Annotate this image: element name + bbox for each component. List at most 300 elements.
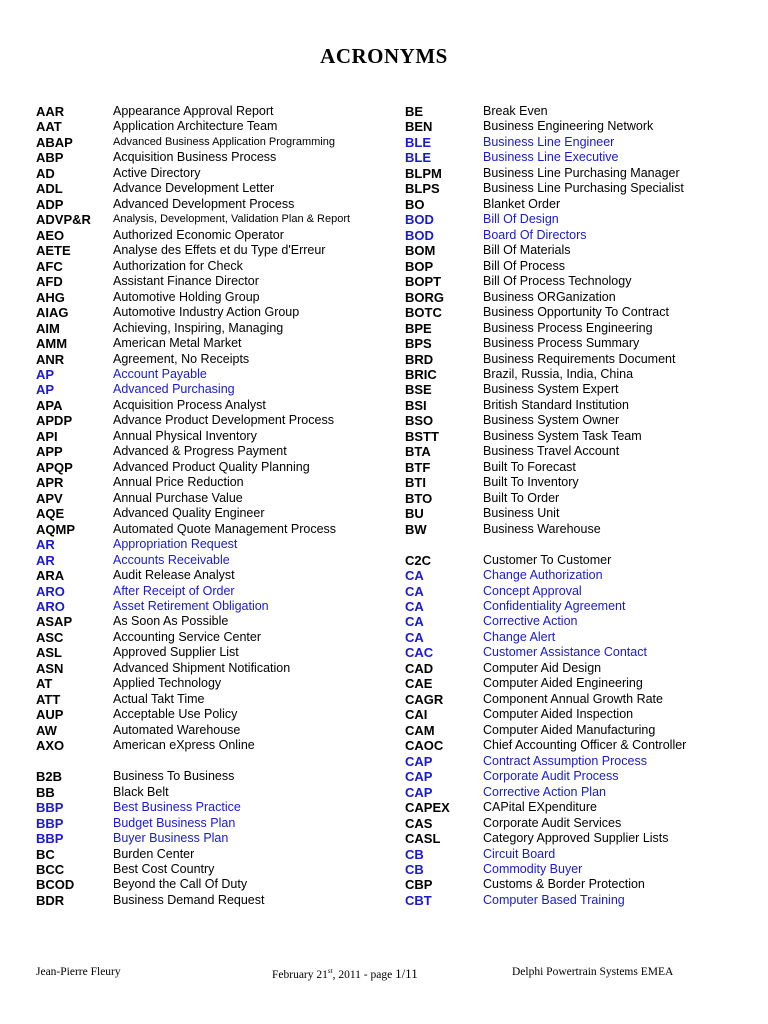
acronym-definition: Bill Of Process <box>483 258 565 273</box>
acronym-definition: Business Opportunity To Contract <box>483 305 669 320</box>
acronym-row <box>405 877 686 892</box>
acronym-row <box>36 135 350 150</box>
acronym-abbreviation: BTI <box>405 475 426 491</box>
acronym-definition: Change Alert <box>483 629 556 644</box>
acronym-definition: Automotive Industry Action Group <box>113 305 300 320</box>
acronym-abbreviation: AEO <box>36 227 65 243</box>
acronym-abbreviation: CBT <box>405 892 432 908</box>
acronym-row <box>405 785 686 800</box>
acronym-row <box>405 506 686 521</box>
acronym-row <box>405 413 686 428</box>
acronym-abbreviation: BC <box>36 846 55 862</box>
acronym-row <box>36 367 350 382</box>
acronym-abbreviation: ANR <box>36 351 65 367</box>
acronym-row <box>405 119 686 134</box>
acronym-abbreviation: ABAP <box>36 134 73 150</box>
acronym-definition: Best Business Practice <box>113 800 241 815</box>
acronym-abbreviation: AD <box>36 165 55 181</box>
acronym-abbreviation: AETE <box>36 243 71 259</box>
acronym-definition: Built To Order <box>483 490 560 505</box>
acronym-abbreviation: CAM <box>405 722 435 738</box>
acronym-abbreviation: ARA <box>36 568 65 584</box>
acronym-abbreviation: BTA <box>405 444 431 460</box>
acronym-row <box>405 228 686 243</box>
acronym-abbreviation: CA <box>405 629 424 645</box>
acronym-definition: Application Architecture Team <box>113 119 278 134</box>
acronym-row <box>36 228 350 243</box>
acronym-definition: Advanced Quality Engineer <box>113 506 265 521</box>
acronym-definition: Computer Based Training <box>483 892 625 907</box>
acronym-abbreviation: AIM <box>36 320 60 336</box>
acronym-abbreviation: APR <box>36 475 64 491</box>
acronym-definition: Automated Warehouse <box>113 722 241 737</box>
acronym-abbreviation: BPE <box>405 320 432 336</box>
acronym-definition: American eXpress Online <box>113 738 255 753</box>
acronym-row <box>36 506 350 521</box>
acronym-definition: Buyer Business Plan <box>113 831 229 846</box>
acronym-row <box>36 816 350 831</box>
acronym-row <box>36 321 350 336</box>
acronym-row <box>36 305 350 320</box>
acronym-row <box>405 259 686 274</box>
acronym-abbreviation: CAP <box>405 784 433 800</box>
acronym-abbreviation: CA <box>405 583 424 599</box>
acronym-row <box>405 290 686 305</box>
acronym-row <box>36 769 350 784</box>
acronym-abbreviation: CAI <box>405 707 428 723</box>
acronym-abbreviation: BOM <box>405 243 436 259</box>
acronym-abbreviation: CA <box>405 599 424 614</box>
acronym-definition: Break Even <box>483 104 548 118</box>
acronym-abbreviation: APQP <box>36 459 73 475</box>
acronym-definition: Annual Purchase Value <box>113 490 243 505</box>
acronym-row <box>36 785 350 800</box>
acronym-row <box>36 290 350 305</box>
acronym-definition: Business Line Purchasing Manager <box>483 165 680 180</box>
acronym-row <box>36 243 350 258</box>
acronym-definition: Beyond the Call Of Duty <box>113 877 248 892</box>
acronym-row <box>405 723 686 738</box>
acronym-definition: Black Belt <box>113 784 169 799</box>
footer-author: Jean-Pierre Fleury <box>36 966 121 978</box>
acronym-abbreviation: BOD <box>405 227 434 243</box>
acronym-abbreviation: BLE <box>405 150 431 166</box>
footer-date-suffix: st <box>327 967 333 976</box>
acronym-definition: Business Line Engineer <box>483 134 615 149</box>
acronym-definition: Business Process Engineering <box>483 320 653 335</box>
acronym-abbreviation: APA <box>36 397 63 413</box>
acronym-row <box>36 862 350 877</box>
acronym-abbreviation: BOD <box>405 212 434 228</box>
footer-page-number: 1/11 <box>395 966 418 981</box>
acronym-definition: Business System Task Team <box>483 428 642 443</box>
acronym-row <box>36 661 350 676</box>
acronym-definition: Business Warehouse <box>483 521 601 536</box>
acronym-row <box>36 212 350 227</box>
acronym-abbreviation: ARO <box>36 583 65 599</box>
acronym-definition: Advanced Purchasing <box>113 382 235 397</box>
acronym-definition: Business Engineering Network <box>483 119 654 134</box>
acronym-row <box>405 800 686 815</box>
acronym-definition: Best Cost Country <box>113 861 215 876</box>
acronym-definition: Approved Supplier List <box>113 645 239 660</box>
acronym-abbreviation: BLE <box>405 134 431 150</box>
acronym-abbreviation: ASC <box>36 629 64 645</box>
acronym-row <box>36 676 350 691</box>
acronym-abbreviation: CAC <box>405 645 434 661</box>
acronym-definition: Analyse des Effets et du Type d'Erreur <box>113 243 326 258</box>
acronym-abbreviation: APV <box>36 490 63 506</box>
acronym-abbreviation: CASL <box>405 831 441 847</box>
acronym-row <box>36 877 350 892</box>
acronym-abbreviation: BPS <box>405 336 432 352</box>
acronym-row <box>36 119 350 134</box>
acronym-definition: CAPital EXpenditure <box>483 800 597 815</box>
acronym-definition: Accounts Receivable <box>113 552 230 567</box>
acronym-abbreviation: BLPS <box>405 181 440 197</box>
acronym-abbreviation: CA <box>405 568 424 584</box>
acronym-definition: Automated Quote Management Process <box>113 521 337 536</box>
acronym-abbreviation: CAPEX <box>405 800 450 816</box>
acronym-abbreviation: AR <box>36 537 55 553</box>
acronym-row <box>405 816 686 831</box>
acronym-abbreviation: BO <box>405 196 425 212</box>
acronym-row <box>36 104 350 119</box>
acronym-row <box>36 568 350 583</box>
acronym-definition: Advanced Development Process <box>113 196 295 211</box>
acronym-abbreviation: ATT <box>36 691 61 707</box>
acronym-abbreviation: ABP <box>36 150 64 166</box>
acronym-abbreviation: ARO <box>36 599 65 614</box>
acronym-definition: Appropriation Request <box>113 537 238 552</box>
acronym-abbreviation: AFC <box>36 258 63 274</box>
acronym-definition: Corporate Audit Process <box>483 769 619 784</box>
acronym-abbreviation: BTO <box>405 490 433 506</box>
acronym-definition: Audit Release Analyst <box>113 568 235 583</box>
acronym-abbreviation: CBP <box>405 877 433 893</box>
acronym-definition: Change Authorization <box>483 568 603 583</box>
acronym-row <box>405 212 686 227</box>
acronym-definition: Brazil, Russia, India, China <box>483 366 634 381</box>
acronym-row <box>405 769 686 784</box>
acronym-row <box>405 243 686 258</box>
acronym-abbreviation: BSE <box>405 382 432 398</box>
acronym-abbreviation: API <box>36 428 58 444</box>
acronym-abbreviation: AAT <box>36 119 62 135</box>
acronym-definition: Customs & Border Protection <box>483 877 645 892</box>
acronym-definition: Automotive Holding Group <box>113 289 260 304</box>
acronym-abbreviation: ADVP&R <box>36 212 91 228</box>
acronym-row <box>405 197 686 212</box>
acronym-abbreviation: AIAG <box>36 305 69 321</box>
acronym-abbreviation: BDR <box>36 892 65 908</box>
acronym-definition: Burden Center <box>113 846 195 861</box>
acronym-abbreviation: BLPM <box>405 165 442 181</box>
footer-year-page: , 2011 - page <box>332 969 396 981</box>
acronym-definition: Assistant Finance Director <box>113 274 259 289</box>
acronym-definition: Achieving, Inspiring, Managing <box>113 320 284 335</box>
acronym-abbreviation: CAP <box>405 769 433 785</box>
acronym-definition: Computer Aided Manufacturing <box>483 722 656 737</box>
acronym-row <box>405 398 686 413</box>
acronym-abbreviation: B2B <box>36 769 63 785</box>
acronym-row <box>405 321 686 336</box>
acronym-abbreviation: ADL <box>36 181 63 197</box>
acronym-definition: Customer Assistance Contact <box>483 645 647 660</box>
acronym-row <box>405 630 686 645</box>
page-title: ACRONYMS <box>320 44 448 68</box>
acronym-abbreviation: AP <box>36 382 55 398</box>
acronym-definition: American Metal Market <box>113 336 242 351</box>
acronym-definition: Category Approved Supplier Lists <box>483 831 669 846</box>
acronym-row <box>36 723 350 738</box>
acronym-definition: Bill Of Materials <box>483 243 571 258</box>
acronym-abbreviation: ASL <box>36 645 62 661</box>
acronym-row <box>405 738 686 753</box>
acronym-row <box>36 553 350 568</box>
acronym-abbreviation: BORG <box>405 289 444 305</box>
acronym-row <box>36 429 350 444</box>
acronym-row <box>405 847 686 862</box>
acronym-abbreviation: BOPT <box>405 274 442 290</box>
acronym-abbreviation: CAS <box>405 815 433 831</box>
acronym-row <box>36 259 350 274</box>
acronym-definition: Analysis, Development, Validation Plan & Report <box>113 213 351 226</box>
acronym-abbreviation: BOTC <box>405 305 442 321</box>
acronym-abbreviation: CAD <box>405 660 434 676</box>
acronym-row <box>405 166 686 181</box>
acronym-definition: Confidentiality Agreement <box>483 599 626 613</box>
acronym-definition: Applied Technology <box>113 676 222 691</box>
acronym-definition: Business Line Purchasing Specialist <box>483 181 684 196</box>
acronym-column-left <box>36 104 350 908</box>
acronym-abbreviation: BRD <box>405 351 434 367</box>
acronym-row <box>36 398 350 413</box>
acronym-definition: After Receipt of Order <box>113 583 235 598</box>
acronym-definition: Chief Accounting Officer & Controller <box>483 738 687 753</box>
acronym-definition: Corrective Action Plan <box>483 784 606 799</box>
acronym-abbreviation: AAR <box>36 104 65 119</box>
acronym-abbreviation: CAE <box>405 676 433 692</box>
acronym-abbreviation: AFD <box>36 274 63 290</box>
acronym-definition: Built To Inventory <box>483 475 579 490</box>
acronym-definition: Circuit Board <box>483 846 556 861</box>
acronym-abbreviation: AQMP <box>36 521 75 537</box>
acronym-definition: Business Unit <box>483 506 560 521</box>
acronym-abbreviation: BSO <box>405 413 434 429</box>
acronym-row <box>36 197 350 212</box>
acronym-row <box>36 413 350 428</box>
acronym-abbreviation: CA <box>405 614 424 630</box>
acronym-abbreviation: ADP <box>36 196 64 212</box>
acronym-row <box>36 831 350 846</box>
acronym-row <box>405 429 686 444</box>
acronym-definition: Business Requirements Document <box>483 351 676 366</box>
acronym-abbreviation: BEN <box>405 119 433 135</box>
acronym-definition: Acceptable Use Policy <box>113 707 238 722</box>
acronym-row <box>36 150 350 165</box>
acronym-row <box>405 135 686 150</box>
acronym-definition: Business System Expert <box>483 382 619 397</box>
acronym-row <box>405 676 686 691</box>
acronym-row <box>36 599 350 614</box>
acronym-definition: Business Line Executive <box>483 150 619 165</box>
acronym-definition: Authorized Economic Operator <box>113 227 284 242</box>
acronym-abbreviation: AHG <box>36 289 65 305</box>
acronym-row <box>36 460 350 475</box>
acronym-row <box>36 537 350 552</box>
acronym-definition: Account Payable <box>113 366 207 381</box>
acronym-abbreviation: BU <box>405 506 424 522</box>
acronym-row <box>36 645 350 660</box>
acronym-row <box>405 150 686 165</box>
acronym-row <box>36 444 350 459</box>
acronym-definition: Business Travel Account <box>483 444 620 459</box>
acronym-row <box>405 707 686 722</box>
acronym-abbreviation: CAOC <box>405 738 444 754</box>
acronym-definition: Business To Business <box>113 769 235 784</box>
acronym-definition: Built To Forecast <box>483 459 576 474</box>
acronym-row <box>36 614 350 629</box>
acronym-abbreviation: APDP <box>36 413 73 429</box>
acronym-definition: Actual Takt Time <box>113 691 205 706</box>
acronym-row <box>405 491 686 506</box>
acronym-abbreviation: AUP <box>36 707 64 723</box>
acronym-abbreviation: BBP <box>36 800 64 816</box>
acronym-definition: Corporate Audit Services <box>483 815 622 830</box>
acronym-row <box>36 491 350 506</box>
acronym-abbreviation: AP <box>36 366 55 382</box>
acronym-definition: Computer Aided Engineering <box>483 676 643 691</box>
acronym-definition: Bill Of Design <box>483 212 559 227</box>
acronym-row <box>36 274 350 289</box>
acronym-row <box>405 104 686 119</box>
acronym-definition: Advanced & Progress Payment <box>113 444 287 459</box>
acronym-definition: Concept Approval <box>483 583 582 598</box>
acronym-abbreviation: CAP <box>405 753 433 769</box>
acronym-row <box>36 522 350 537</box>
acronym-abbreviation: BSI <box>405 397 427 413</box>
acronym-row <box>36 181 350 196</box>
footer-company: Delphi Powertrain Systems EMEA <box>512 966 674 978</box>
acronym-row <box>405 522 686 537</box>
acronym-definition: Component Annual Growth Rate <box>483 691 663 706</box>
acronym-definition: Corrective Action <box>483 614 578 629</box>
acronym-row <box>405 553 686 568</box>
acronym-definition: Commodity Buyer <box>483 861 583 876</box>
acronym-row <box>405 444 686 459</box>
acronym-abbreviation: AW <box>36 722 57 738</box>
acronym-definition: Business Demand Request <box>113 892 265 907</box>
acronym-definition: Active Directory <box>113 165 201 180</box>
acronym-row <box>405 274 686 289</box>
acronym-abbreviation: BTF <box>405 459 431 475</box>
acronym-row <box>405 754 686 769</box>
acronym-abbreviation: AT <box>36 676 53 692</box>
acronym-definition: Advanced Shipment Notification <box>113 660 291 675</box>
footer-date-page <box>272 966 418 982</box>
acronym-abbreviation: BBP <box>36 815 64 831</box>
acronym-abbreviation: CB <box>405 861 424 877</box>
acronym-row <box>36 352 350 367</box>
acronym-abbreviation: ASN <box>36 660 64 676</box>
acronym-abbreviation: AXO <box>36 738 65 754</box>
acronym-definition: Acquisition Process Analyst <box>113 397 266 412</box>
acronym-definition: Board Of Directors <box>483 227 587 242</box>
acronym-row <box>36 847 350 862</box>
acronym-row <box>405 367 686 382</box>
acronym-row <box>36 336 350 351</box>
acronym-abbreviation: BRIC <box>405 366 437 382</box>
acronym-definition: Accounting Service Center <box>113 629 261 644</box>
acronym-definition: Business ORGanization <box>483 289 616 304</box>
acronym-row <box>405 305 686 320</box>
acronym-row <box>36 692 350 707</box>
acronym-abbreviation: BCC <box>36 861 65 877</box>
acronym-definition: Bill Of Process Technology <box>483 274 632 289</box>
acronym-abbreviation: BBP <box>36 831 64 847</box>
acronym-definition: Advanced Product Quality Planning <box>113 459 310 474</box>
section-gap <box>405 537 686 552</box>
acronym-abbreviation: BSTT <box>405 428 439 444</box>
acronym-definition: Agreement, No Receipts <box>113 351 250 366</box>
acronym-definition: Advanced Business Application Programming <box>113 135 335 148</box>
acronym-abbreviation: ASAP <box>36 614 73 630</box>
acronym-definition: Acquisition Business Process <box>113 150 277 165</box>
section-gap <box>36 754 350 769</box>
acronym-definition: Computer Aided Inspection <box>483 707 634 722</box>
acronym-row <box>36 382 350 397</box>
acronym-abbreviation: AMM <box>36 336 68 352</box>
acronym-row <box>405 599 686 614</box>
acronym-definition: Advance Development Letter <box>113 181 275 196</box>
acronym-abbreviation: AQE <box>36 506 65 522</box>
acronym-row <box>405 893 686 908</box>
acronym-row <box>405 584 686 599</box>
acronym-definition: Annual Physical Inventory <box>113 428 257 443</box>
acronym-definition: Annual Price Reduction <box>113 475 244 490</box>
acronym-definition: Customer To Customer <box>483 552 612 567</box>
acronym-abbreviation: BW <box>405 521 427 537</box>
acronym-row <box>405 645 686 660</box>
acronym-abbreviation: CB <box>405 846 424 862</box>
acronym-row <box>36 584 350 599</box>
acronym-column-right <box>405 104 686 908</box>
acronym-abbreviation: C2C <box>405 552 432 568</box>
acronym-row <box>405 862 686 877</box>
acronym-abbreviation: BB <box>36 784 55 800</box>
acronym-definition: Authorization for Check <box>113 258 243 273</box>
footer-date: February 21 <box>272 969 328 981</box>
acronym-row <box>405 352 686 367</box>
acronym-row <box>405 568 686 583</box>
acronym-row <box>36 475 350 490</box>
acronym-row <box>405 692 686 707</box>
acronym-abbreviation: BOP <box>405 258 434 274</box>
acronym-row <box>36 166 350 181</box>
acronym-definition: Advance Product Development Process <box>113 413 334 428</box>
acronym-abbreviation: CAGR <box>405 691 444 707</box>
acronym-row <box>405 382 686 397</box>
acronym-row <box>36 630 350 645</box>
acronym-definition: Blanket Order <box>483 196 561 211</box>
acronym-row <box>36 893 350 908</box>
acronym-definition: Budget Business Plan <box>113 815 236 830</box>
acronym-definition: Computer Aid Design <box>483 660 602 675</box>
acronym-definition: Contract Assumption Process <box>483 753 647 768</box>
acronym-row <box>405 460 686 475</box>
acronym-row <box>36 707 350 722</box>
